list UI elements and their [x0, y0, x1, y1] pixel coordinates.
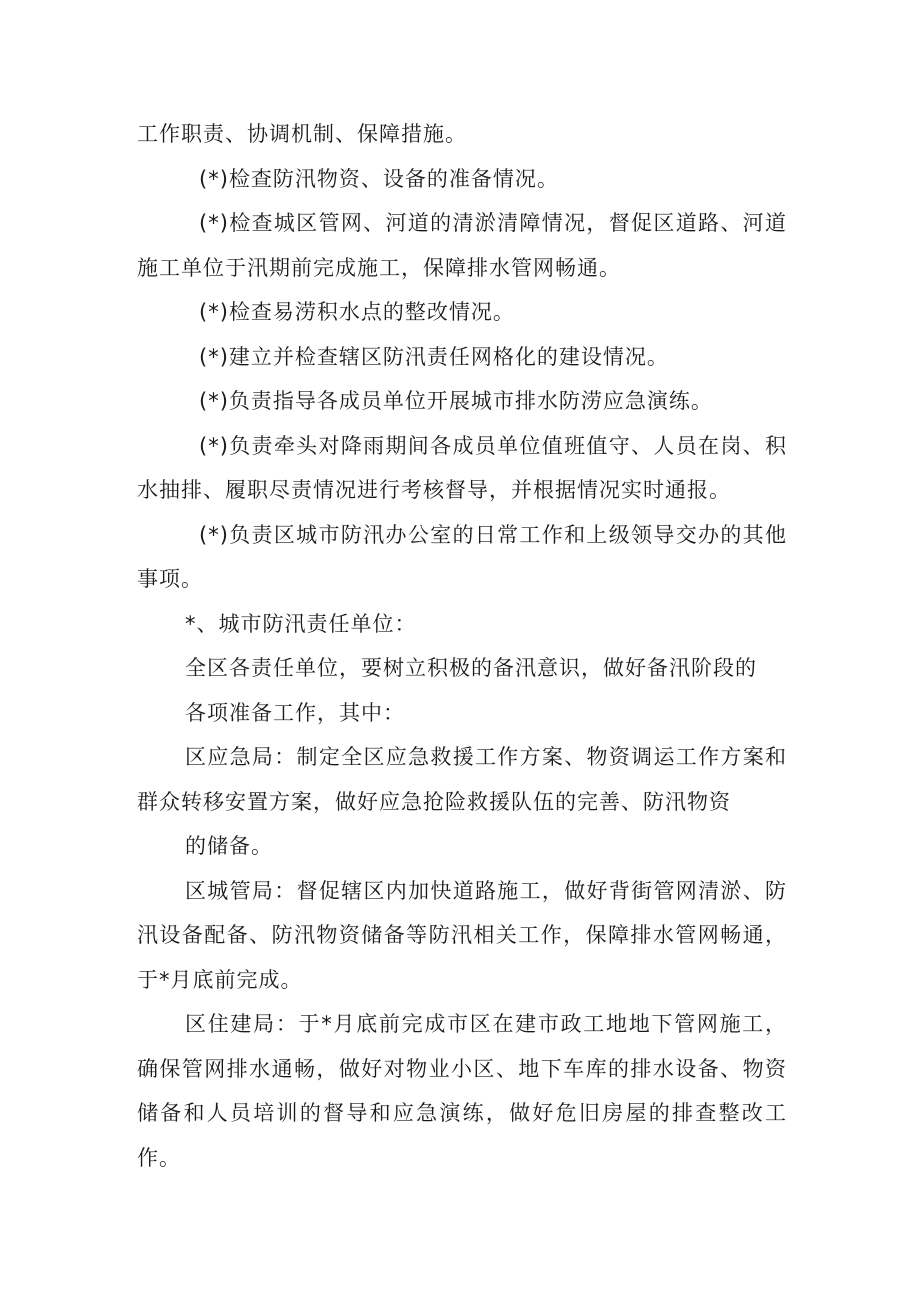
paragraph-units-intro-cont: 各项准备工作，其中：	[185, 700, 405, 725]
paragraph-emergency-bureau: 区应急局：制定全区应急救援工作方案、物资调运工作方案和群众转移安置方案，做好应急抢险救援队伍的完善、防汛物资	[137, 745, 787, 814]
paragraph-item-drill: (*)负责指导各成员单位开展城市排水防涝应急演练。	[199, 389, 713, 413]
paragraph-units-intro: 全区各责任单位，要树立积极的备汛意识，做好备汛阶段的	[185, 656, 757, 680]
paragraph-housing-bureau: 区住建局：于*月底前完成市区在建市政工地地下管网施工，确保管网排水通畅，做好对物业小区、地下车库的排水设备、物资储备和人员培训的督导和应急演练，做好危旧房屋的排查整改工作。	[137, 1012, 787, 1170]
paragraph-item-grid: (*)建立并检查辖区防汛责任网格化的建设情况。	[199, 344, 669, 369]
paragraph-item-materials: (*)检查防汛物资、设备的准备情况。	[199, 166, 559, 191]
paragraph-item-office: (*)负责区城市防汛办公室的日常工作和上级领导交办的其他事项。	[137, 522, 787, 591]
paragraph-emergency-bureau-cont: 的储备。	[185, 834, 273, 858]
paragraph-item-supervision: (*)负责牵头对降雨期间各成员单位值班值守、人员在岗、积水抽排、履职尽责情况进行考核督导，并根据情况实时通报。	[137, 433, 787, 502]
paragraph-item-drainage: (*)检查城区管网、河道的清淤清障情况，督促区道路、河道施工单位于汛期前完成施工，保障排水管网畅通。	[137, 211, 787, 280]
paragraph-item-waterlogging: (*)检查易涝积水点的整改情况。	[199, 300, 515, 324]
paragraph-urban-management-bureau: 区城管局：督促辖区内加快道路施工，做好背街管网清淤、防汛设备配备、防汛物资储备等防汛相关工作，保障排水管网畅通，于*月底前完成。	[137, 878, 787, 992]
paragraph-continuation: 工作职责、协调机制、保障措施。	[137, 122, 467, 146]
section-heading-units: *、城市防汛责任单位：	[185, 611, 417, 636]
document-body	[137, 112, 787, 1180]
